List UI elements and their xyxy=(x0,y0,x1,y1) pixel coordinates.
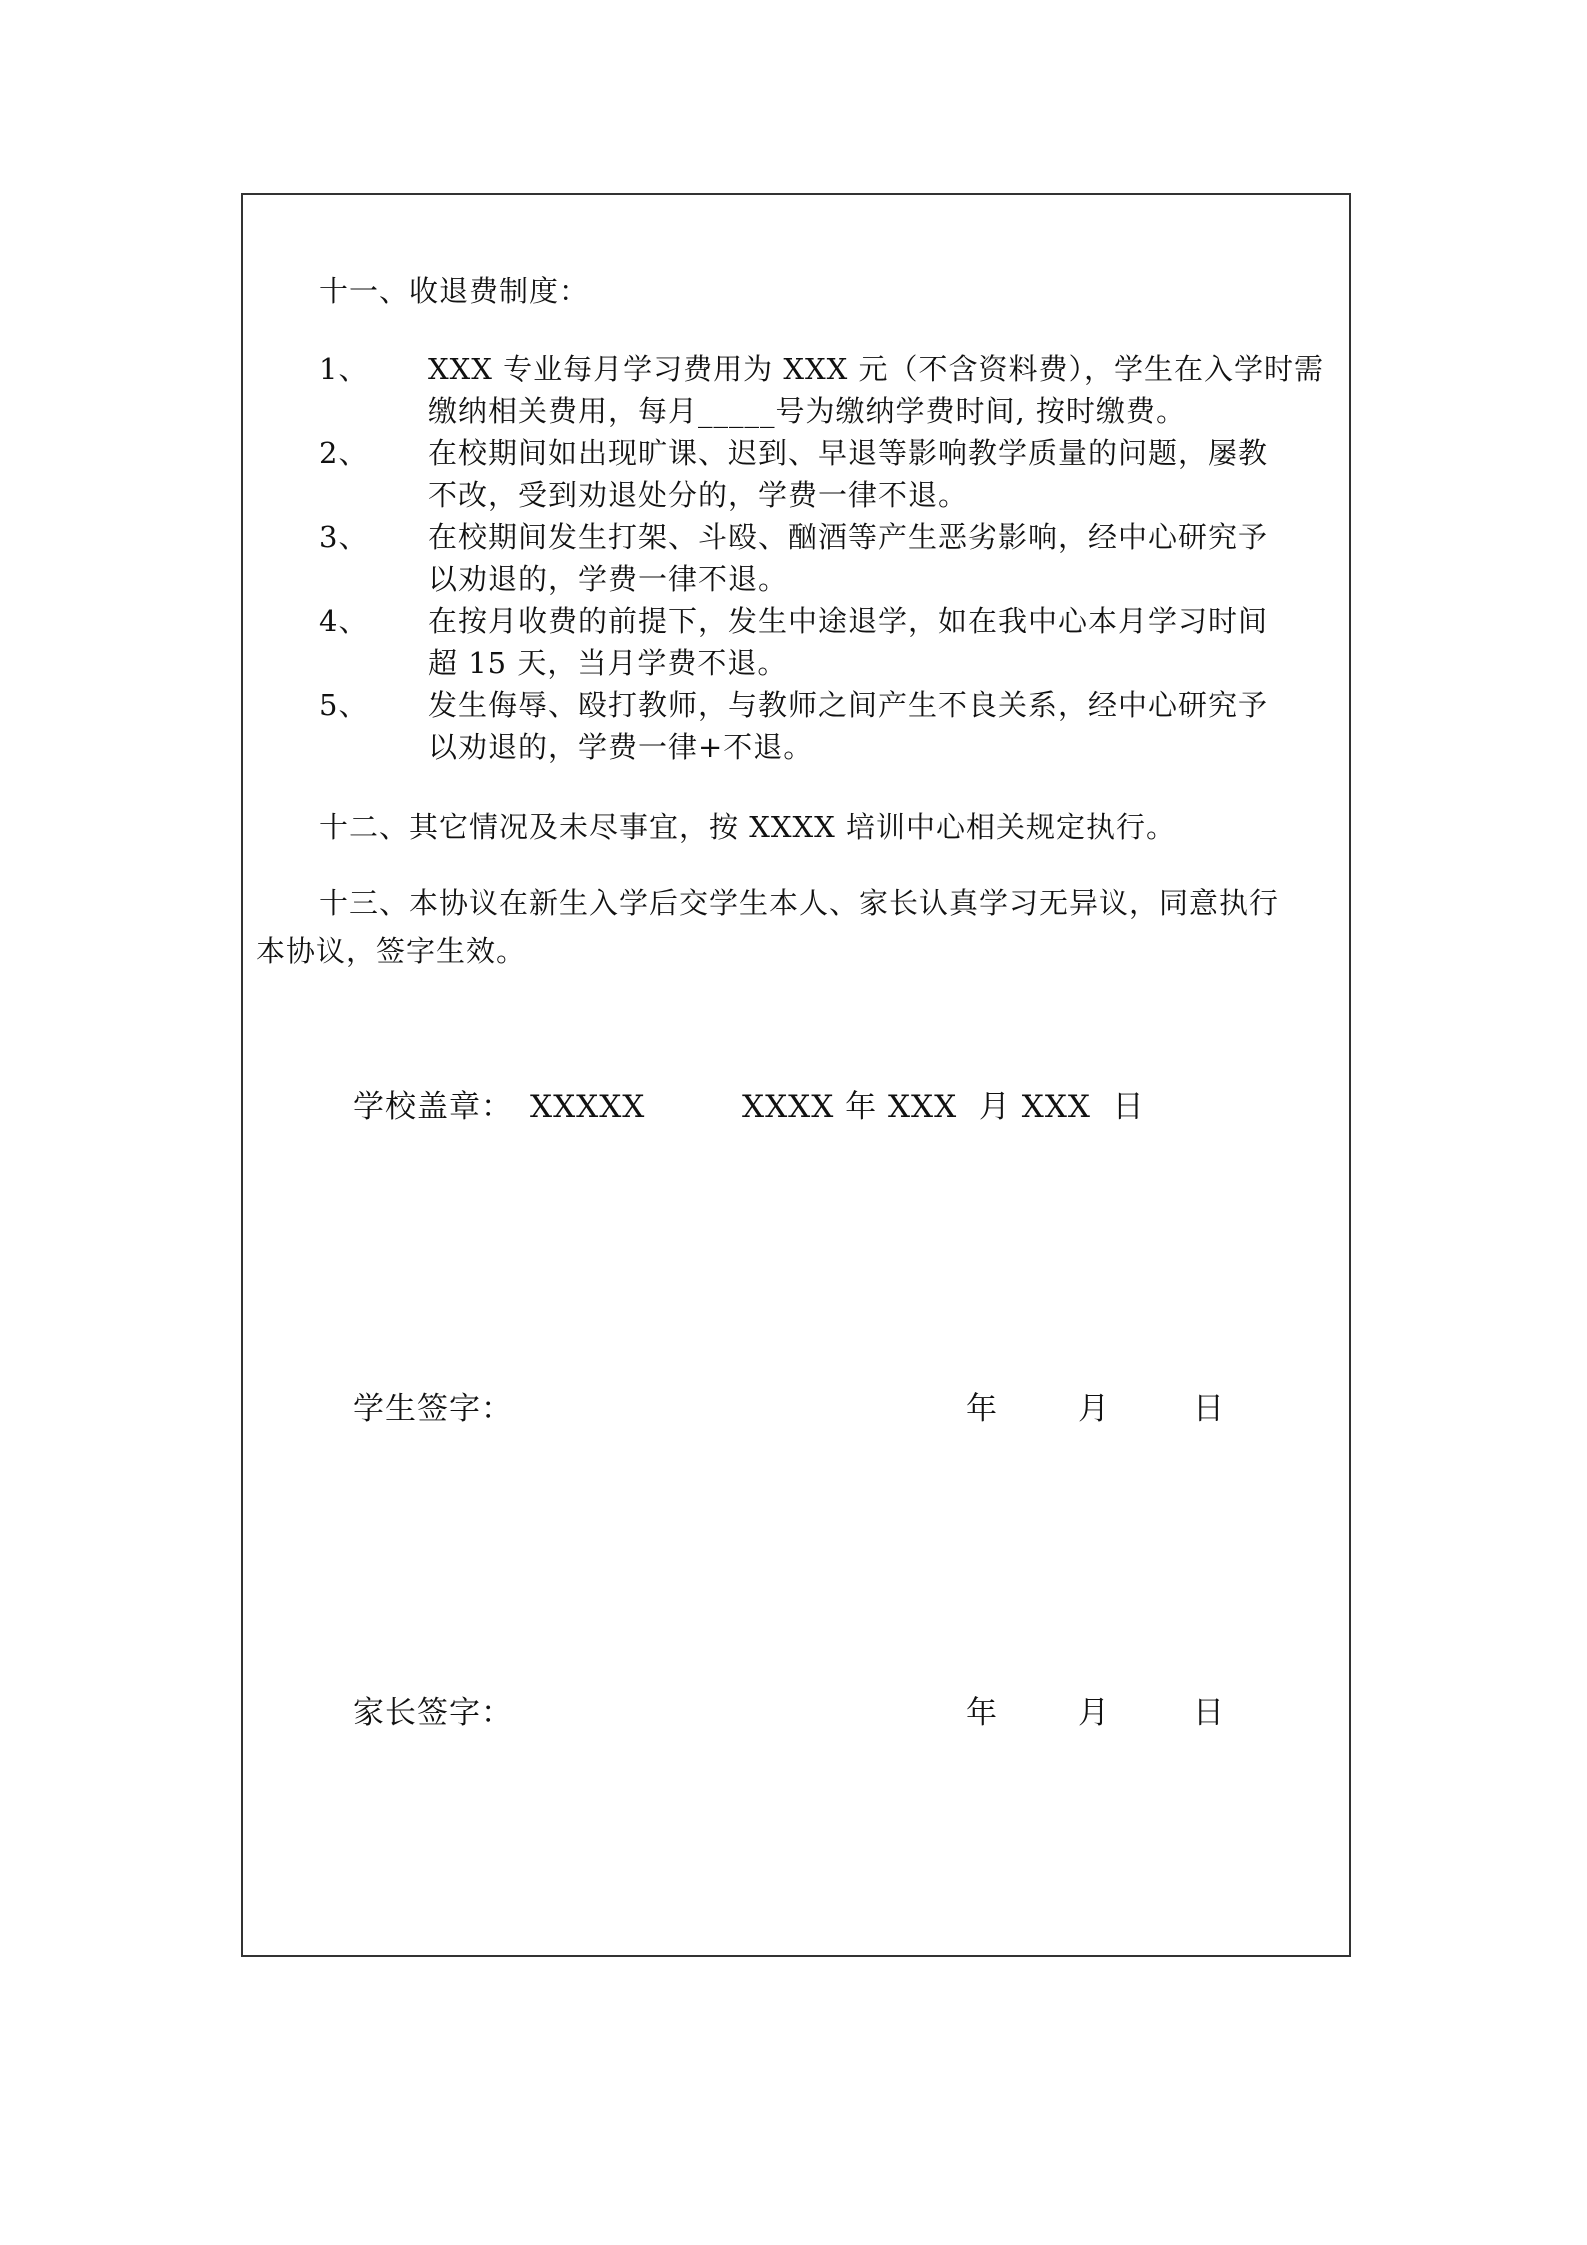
student-year-label: 年 xyxy=(966,1391,998,1427)
parent-signature-label: 家长签字： xyxy=(353,1695,513,1731)
seal-date: XXXX 年 XXX 月 XXX 日 xyxy=(742,1089,1145,1125)
parent-year-label: 年 xyxy=(966,1695,998,1731)
item-4-line-2: 超 15 天，当月学费不退。 xyxy=(428,646,788,680)
student-day-label: 日 xyxy=(1193,1391,1225,1427)
school-name: XXXXX xyxy=(530,1089,646,1125)
item-4-line-1: 在按月收费的前提下，发生中途退学，如在我中心本月学习时间 xyxy=(428,604,1269,638)
item-5-line-1: 发生侮辱、殴打教师，与教师之间产生不良关系，经中心研究予 xyxy=(428,688,1269,722)
item-2-number: 2、 xyxy=(319,436,369,470)
item-1-line-2: 缴纳相关费用，每月_____号为缴纳学费时间, 按时缴费。 xyxy=(428,394,1186,428)
item-3-line-2: 以劝退的，学费一律不退。 xyxy=(428,562,789,596)
item-5-number: 5、 xyxy=(319,688,369,722)
student-signature-label: 学生签字： xyxy=(353,1391,513,1427)
item-2-line-1: 在校期间如出现旷课、迟到、早退等影响教学质量的问题，屡教 xyxy=(428,436,1269,470)
item-1-number: 1、 xyxy=(319,352,369,386)
section-11-heading: 十一、收退费制度： xyxy=(319,274,590,308)
section-12-text: 十二、其它情况及未尽事宜，按 XXXX 培训中心相关规定执行。 xyxy=(319,810,1177,844)
section-13-line-1: 十三、本协议在新生入学后交学生本人、家长认真学习无异议，同意执行 xyxy=(319,886,1280,920)
item-1-line-1: XXX 专业每月学习费用为 XXX 元（不含资料费），学生在入学时需 xyxy=(428,352,1325,386)
item-4-number: 4、 xyxy=(319,604,369,638)
parent-month-label: 月 xyxy=(1078,1695,1110,1731)
item-2-line-2: 不改，受到劝退处分的，学费一律不退。 xyxy=(428,478,969,512)
section-13-line-2: 本协议，签字生效。 xyxy=(256,934,527,968)
student-month-label: 月 xyxy=(1078,1391,1110,1427)
item-5-line-2: 以劝退的，学费一律+不退。 xyxy=(428,730,814,764)
item-3-line-1: 在校期间发生打架、斗殴、酗酒等产生恶劣影响，经中心研究予 xyxy=(428,520,1269,554)
item-3-number: 3、 xyxy=(319,520,369,554)
parent-day-label: 日 xyxy=(1193,1695,1225,1731)
school-seal-label: 学校盖章： xyxy=(353,1089,513,1125)
